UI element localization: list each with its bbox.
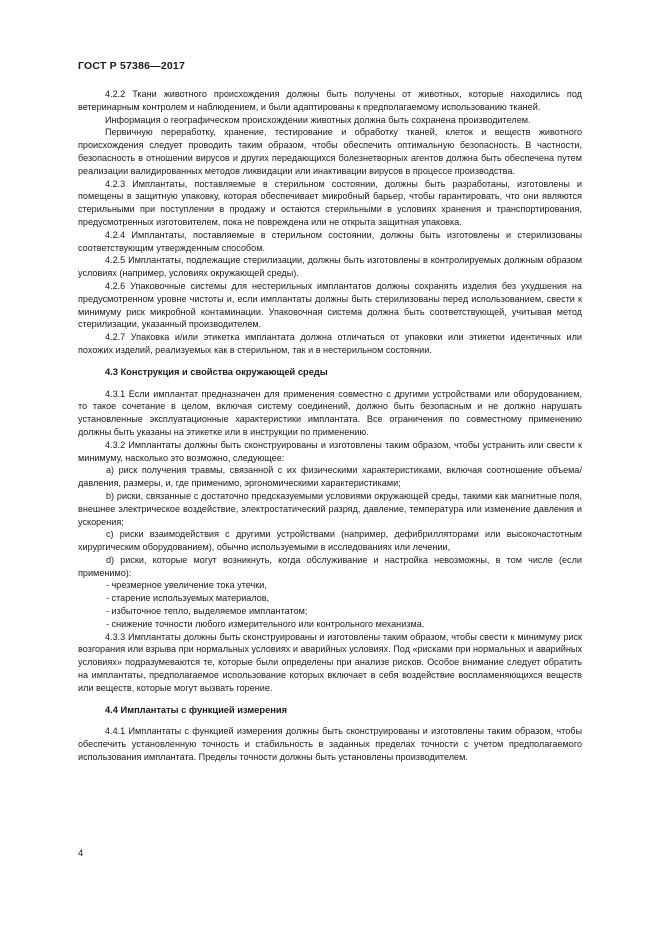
dash-item-accuracy: - снижение точности любого измерительного или контрольного механизма.	[106, 618, 425, 629]
paragraph-primary-processing: Первичную переработку, хранение, тестирование и обработку тканей, клеток и веществ животного происхождения следует проводить таким образом, чтобы обеспечить оптимальную безопасность. В частности, безопасность в отношении вирусов и других передающихся болезнетворных агентов должна быть обеспечена путем реализации валидированных методов ликвидации или инактивации вирусов в процессе производства.	[78, 127, 582, 176]
dash-item-aging: - старение используемых материалов,	[106, 593, 270, 604]
section-4-4-heading: 4.4 Имплантаты с функцией измерения	[105, 704, 288, 715]
list-item-b: b) риски, связанные с достаточно предсказуемыми условиями окружающей среды, такими как магнитные поля, внешнее электрическое воздействие, электростатический разряд, давление, температура или изменение давления и ускорения;	[78, 490, 582, 527]
paragraph-4-3-3: 4.3.3 Имплантаты должны быть сконструированы и изготовлены таким образом, чтобы свести к минимуму риск возгорания или взрыва при нормальных условиях и аварийных условиях. Под «рисками при нормальных и аварийных условиях» подразумеваются те, которые были определены при анализе рисков. Особое внимание следует обратить на имплантаты, предполагаемое использование которых включает в себя воздействие воспламеняющихся веществ или веществ, которые могут вызвать горение.	[78, 631, 582, 693]
list-item-c: c) риски взаимодействия с другими устройствами (например, дефибрилляторами или высокочастотным хирургическим оборудованием), обычно используемыми в исследованиях или лечении,	[78, 529, 582, 553]
paragraph-4-3-1: 4.3.1 Если имплантат предназначен для применения совместно с другими устройствами или оборудованием, то такое сочетание в целом, включая систему соединений, должно быть безопасным и не должно нарушать установленные эксплуатационные характеристики имплантата. Все ограничения по совместному применению должны быть указаны на этикетке или в инструкции по применению.	[78, 388, 582, 437]
document-header: ГОСТ Р 57386—2017	[78, 60, 186, 72]
list-item-d: d) риски, которые могут возникнуть, когда обслуживание и настройка невозможны, в том числе (если применимо):	[78, 554, 582, 578]
paragraph-4-2-5: 4.2.5 Имплантаты, подлежащие стерилизации, должны быть изготовлены в контролируемых должным образом условиях (например, условиях окружающей среды).	[78, 255, 582, 279]
section-4-3-heading: 4.3 Конструкция и свойства окружающей среды	[105, 366, 328, 377]
paragraph-4-2-2: 4.2.2 Ткани животного происхождения должны быть получены от животных, которые находились под ветеринарным контролем и наблюдением, и были адаптированы к предполагаемому использованию тканей.	[78, 89, 582, 112]
dash-item-heat: - избыточное тепло, выделяемое имплантатом;	[106, 606, 308, 617]
dash-item-leakage: - чрезмерное увеличение тока утечки,	[106, 580, 267, 591]
paragraph-4-2-6: 4.2.6 Упаковочные системы для нестерильных имплантатов должны сохранять изделия без ухудшения на предусмотренном уровне чистоты и, если имплантаты должны быть стерилизованы перед использованием, свести к минимуму риск микробной контаминации. Упаковочная система должна быть соответствующей, учитывая метод стерилизации, указанный производителем.	[78, 280, 582, 330]
paragraph-4-3-2: 4.3.2 Имплантаты должны быть сконструированы и изготовлены таким образом, чтобы устранить или свести к минимуму, насколько это возможно, следующее:	[78, 439, 582, 463]
paragraph-4-2-7: 4.2.7 Упаковка и/или этикетка имплантата должна отличаться от упаковки или этикетки идентичных или похожих изделий, реализуемых как в стерильном, так и в нестерильном состоянии.	[78, 332, 582, 355]
page-number: 4	[78, 848, 84, 859]
paragraph-4-2-3: 4.2.3 Имплантаты, поставляемые в стерильном состоянии, должны быть разработаны, изготовлены и помещены в защитную упаковку, которая обеспечивает микробный барьер, чтобы гарантировать, что они являются стерильными при поступлении в продажу и остаются стерильными в условиях хранения и транспортирования, предусмотренных изготовителем, пока не повреждена или не открыта защитная упаковка.	[78, 178, 582, 227]
paragraph-geographic-origin: Информация о географическом происхождении животных должна быть сохранена производителем.	[105, 114, 531, 125]
paragraph-4-4-1: 4.4.1 Имплантаты с функцией измерения должны быть сконструированы и изготовлены таким образом, чтобы обеспечить установленную точность и стабильность в заданных пределах точности с учетом предполагаемого использования имплантата. Пределы точности должны быть установлены производителем.	[78, 726, 582, 763]
paragraph-4-2-4: 4.2.4 Имплантаты, поставляемые в стерильном состоянии, должны быть изготовлены и стерилизованы соответствующим утвержденным способом.	[78, 229, 582, 253]
document-body	[78, 88, 582, 764]
list-item-a: a) риск получения травмы, связанной с их физическими характеристиками, включая соотношение объема/давления, размеры, и, где применимо, эргономическими характеристиками;	[78, 465, 582, 489]
